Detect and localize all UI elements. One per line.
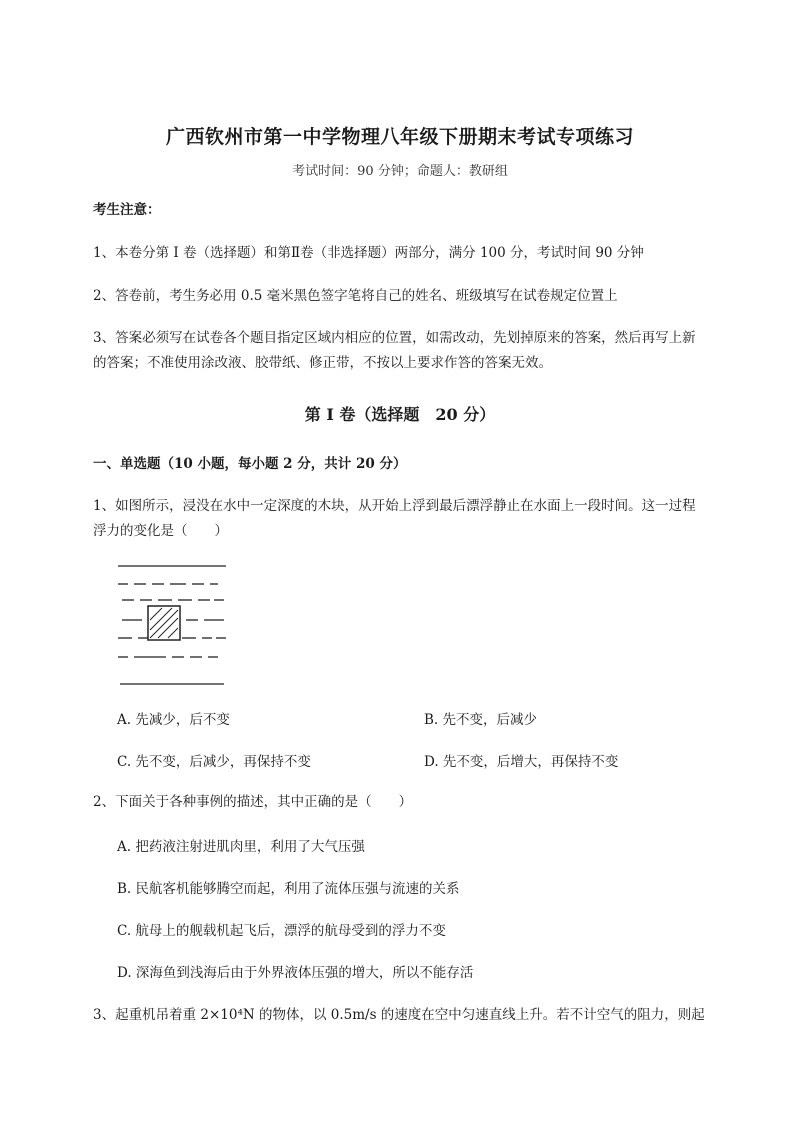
notice-heading: 考生注意： — [93, 202, 161, 218]
q1-stem: 1、如图所示，浸没在水中一定深度的木块，从开始上浮到最后漂浮静止在水面上一段时间。这一过程 — [93, 498, 696, 514]
section-title: 第 I 卷（选择题 20 分） — [304, 405, 496, 424]
exam-title: 广西钦州市第一中学物理八年级下册期末考试专项练习 — [165, 126, 634, 148]
q2-option-d: D. 深海鱼到浅海后由于外界液体压强的增大，所以不能存活 — [117, 965, 474, 981]
exam-subtitle: 考试时间：90 分钟；命题人：教研组 — [292, 164, 508, 179]
q1-option-c: C. 先不变，后减少，再保持不变 — [117, 754, 311, 770]
notice-item-1: 1、本卷分第 I 卷（选择题）和第Ⅱ卷（非选择题）两部分，满分 100 分，考试时间 90 分钟 — [93, 245, 644, 261]
notice-item-2: 2、答卷前，考生务必用 0.5 毫米黑色签字笔将自己的姓名、班级填写在试卷规定位置上 — [93, 288, 618, 304]
water-block-figure — [112, 560, 232, 690]
q1-stem-cont: 浮力的变化是（ ） — [93, 523, 228, 539]
q2-option-a: A. 把药液注射进肌肉里，利用了大气压强 — [117, 839, 365, 855]
q1-option-b: B. 先不变，后减少 — [424, 712, 538, 728]
part-heading: 一、单选题（10 小题，每小题 2 分，共计 20 分） — [93, 456, 407, 472]
q2-option-c: C. 航母上的舰载机起飞后，漂浮的航母受到的浮力不变 — [117, 923, 446, 939]
notice-item-3: 3、答案必须写在试卷各个题目指定区域内相应的位置，如需改动，先划掉原来的答案，然后再写上新 — [93, 330, 696, 346]
wood-block — [148, 606, 180, 640]
q2-stem: 2、下面关于各种事例的描述，其中正确的是（ ） — [93, 794, 413, 810]
q1-option-a: A. 先减少，后不变 — [117, 712, 230, 728]
q3-stem: 3、起重机吊着重 2×10⁴N 的物体，以 0.5m/s 的速度在空中匀速直线上升。若不计空气的阻力，则起 — [93, 1007, 705, 1023]
notice-item-3-cont: 的答案；不准使用涂改液、胶带纸、修正带，不按以上要求作答的答案无效。 — [93, 355, 552, 371]
q2-option-b: B. 民航客机能够腾空而起，利用了流体压强与流速的关系 — [117, 881, 460, 897]
q1-option-d: D. 先不变，后增大，再保持不变 — [424, 754, 619, 770]
